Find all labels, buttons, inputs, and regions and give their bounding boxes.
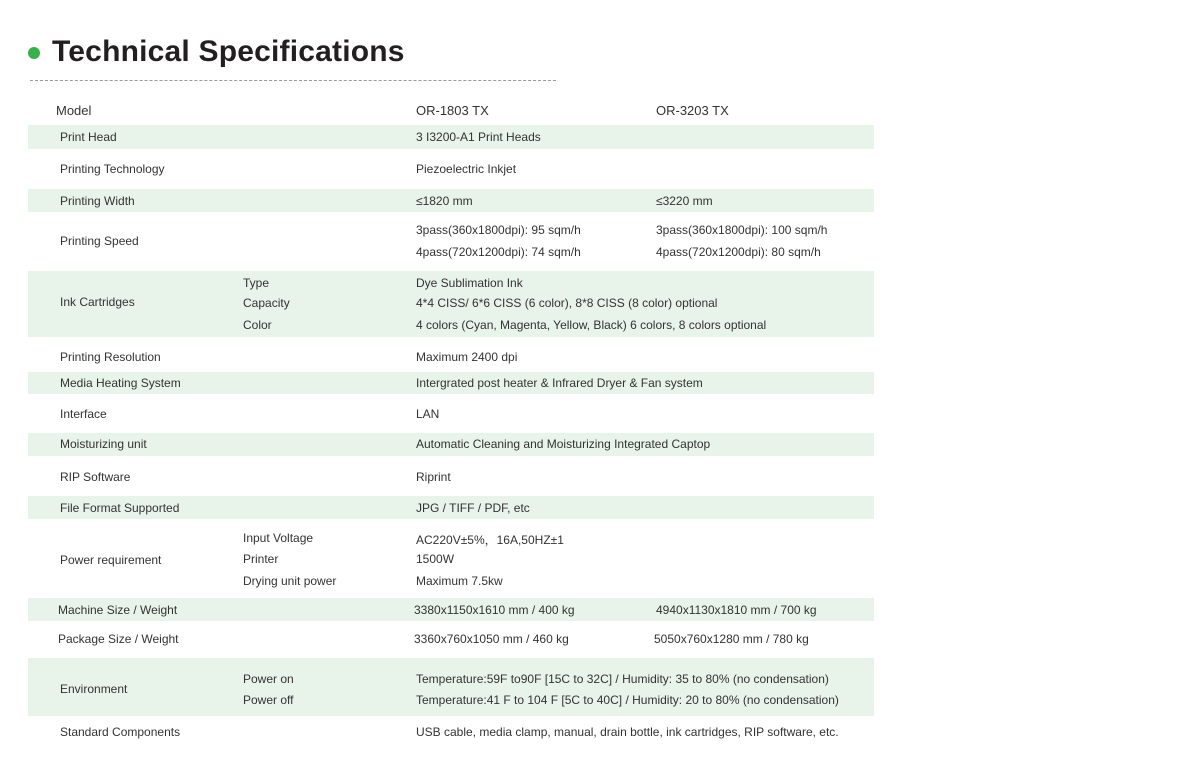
row-print-head — [28, 125, 874, 149]
row-value-input-voltage: AC220V±5%，16A,50HZ±1 — [416, 533, 564, 547]
row-sub-power-off: Power off — [243, 693, 294, 707]
row-value-power-on: Temperature:59F to90F [15C to 32C] / Humidity: 35 to 80% (no condensation) — [416, 672, 829, 686]
row-value-power-off: Temperature:41 F to 104 F [5C to 40C] / Humidity: 20 to 80% (no condensation) — [416, 693, 839, 707]
row-value-col2-line2: 4pass(720x1200dpi): 80 sqm/h — [656, 245, 821, 259]
row-label: Ink Cartridges — [60, 295, 135, 309]
row-value-color: 4 colors (Cyan, Magenta, Yellow, Black) 6 colors, 8 colors optional — [416, 318, 767, 332]
row-value: Automatic Cleaning and Moisturizing Integrated Captop — [416, 437, 711, 451]
row-value: Piezoelectric Inkjet — [416, 162, 517, 176]
row-environment — [28, 658, 874, 716]
row-value-col1-line2: 4pass(720x1200dpi): 74 sqm/h — [416, 245, 581, 259]
row-package-size — [28, 621, 874, 658]
row-sub-capacity: Capacity — [243, 296, 290, 310]
row-file-format — [28, 496, 874, 519]
row-label: Package Size / Weight — [58, 632, 179, 646]
model-row — [28, 97, 874, 125]
page-title: Technical Specifications — [52, 35, 405, 68]
row-machine-size — [28, 598, 874, 621]
dashed-divider — [30, 80, 556, 81]
row-ink-cartridges — [28, 271, 874, 337]
row-value: USB cable, media clamp, manual, drain bottle, ink cartridges, RIP software, etc. — [416, 725, 839, 739]
row-label: Media Heating System — [60, 376, 181, 390]
row-value: JPG / TIFF / PDF, etc — [416, 501, 530, 515]
row-value-col2-line1: 3pass(360x1800dpi): 100 sqm/h — [656, 223, 828, 237]
row-value: Maximum 2400 dpi — [416, 350, 518, 364]
row-value-capacity: 4*4 CISS/ 6*6 CISS (6 color), 8*8 CISS (8 color) optional — [416, 296, 718, 310]
row-label: Printing Speed — [60, 234, 139, 248]
row-standard-components — [28, 716, 874, 748]
row-sub-printer: Printer — [243, 552, 279, 566]
green-bullet-icon — [28, 47, 40, 59]
row-value: Intergrated post heater & Infrared Dryer & Fan system — [416, 376, 703, 390]
row-sub-power-on: Power on — [243, 672, 294, 686]
row-label: Power requirement — [60, 553, 162, 567]
row-value-drying-unit: Maximum 7.5kw — [416, 574, 503, 588]
row-rip-software — [28, 456, 874, 496]
row-label: Printing Resolution — [60, 350, 161, 364]
model-label: Model — [56, 103, 92, 118]
page-header — [28, 28, 405, 76]
row-value-col2: 4940x1130x1810 mm / 700 kg — [656, 603, 817, 617]
row-label: Environment — [60, 682, 128, 696]
row-moisturizing — [28, 433, 874, 456]
spec-table — [28, 97, 874, 748]
row-label: Interface — [60, 407, 107, 421]
row-label: Standard Components — [60, 725, 181, 739]
row-value-col1: 3360x760x1050 mm / 460 kg — [414, 632, 569, 646]
row-value-col1-line1: 3pass(360x1800dpi): 95 sqm/h — [416, 223, 581, 237]
row-value-col1: 3380x1150x1610 mm / 400 kg — [414, 603, 575, 617]
model-col1: OR-1803 TX — [416, 103, 489, 118]
row-value: Riprint — [416, 470, 451, 484]
row-media-heating — [28, 372, 874, 394]
row-printing-width — [28, 189, 874, 212]
row-value-printer: 1500W — [416, 552, 455, 566]
row-value-col1: ≤1820 mm — [416, 194, 473, 208]
row-sub-input-voltage: Input Voltage — [243, 531, 314, 545]
row-sub-color: Color — [243, 318, 272, 332]
model-col2: OR-3203 TX — [656, 103, 729, 118]
row-printing-technology — [28, 149, 874, 189]
row-interface — [28, 394, 874, 433]
row-label: RIP Software — [60, 470, 131, 484]
row-label: File Format Supported — [60, 501, 180, 515]
row-label: Moisturizing unit — [60, 437, 147, 451]
row-value: 3 I3200-A1 Print Heads — [416, 130, 541, 144]
row-label: Printing Width — [60, 194, 135, 208]
row-label: Machine Size / Weight — [58, 603, 178, 617]
row-value-col2: 5050x760x1280 mm / 780 kg — [654, 632, 809, 646]
row-label: Print Head — [60, 130, 117, 144]
row-printing-speed — [28, 212, 874, 271]
row-sub-drying-unit: Drying unit power — [243, 574, 337, 588]
row-value-col2: ≤3220 mm — [656, 194, 713, 208]
row-power-requirement — [28, 519, 874, 598]
row-printing-resolution — [28, 337, 874, 372]
row-value-type: Dye Sublimation Ink — [416, 276, 523, 290]
row-label: Printing Technology — [60, 162, 165, 176]
row-value: LAN — [416, 407, 440, 421]
row-sub-type: Type — [243, 276, 270, 290]
